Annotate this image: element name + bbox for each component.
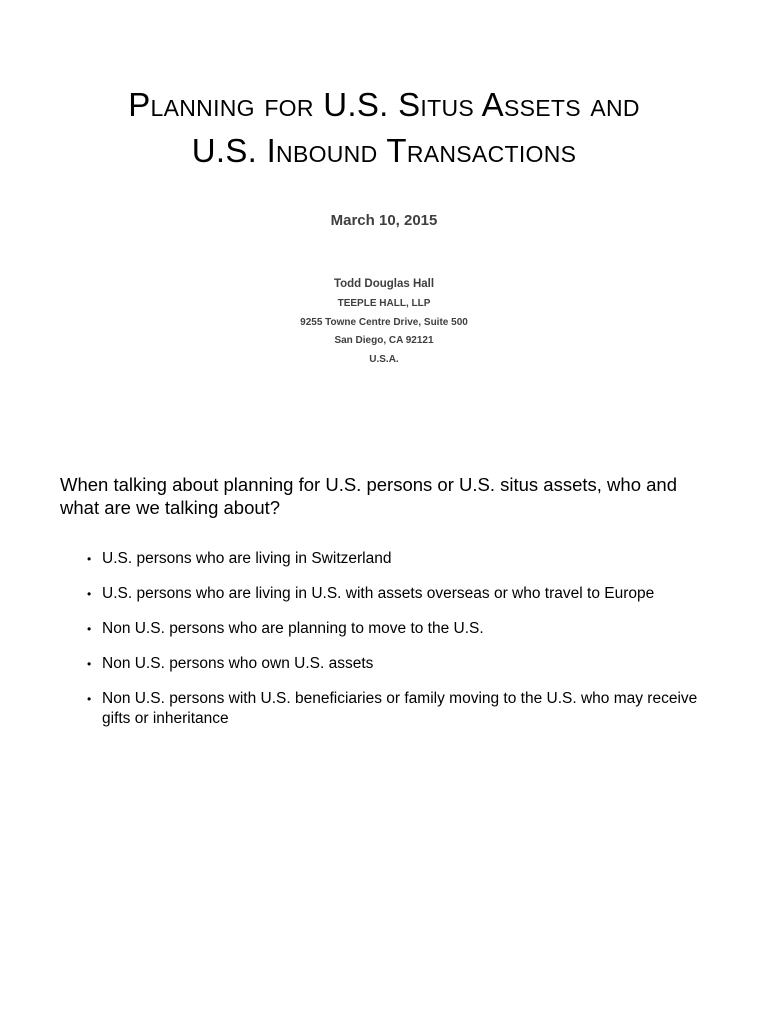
page-title bbox=[40, 82, 728, 174]
author-address-line-2: San Diego, CA 92121 bbox=[334, 335, 434, 346]
title-line-1: Planning for U.S. Situs Assets and bbox=[128, 86, 640, 123]
list-item bbox=[87, 549, 727, 569]
list-item bbox=[87, 654, 727, 674]
list-item bbox=[87, 619, 727, 639]
author-block bbox=[0, 276, 768, 369]
bullet-icon: • bbox=[87, 552, 92, 566]
list-item-text: U.S. persons who are living in U.S. with assets overseas or who travel to Europe bbox=[102, 585, 655, 602]
bullet-icon: • bbox=[87, 587, 92, 601]
section-heading: When talking about planning for U.S. persons or U.S. situs assets, who and what are we talking about? bbox=[60, 474, 677, 518]
title-line-2: U.S. Inbound Transactions bbox=[191, 132, 577, 169]
author-country: U.S.A. bbox=[369, 353, 399, 365]
bullet-list bbox=[87, 549, 727, 744]
author-firm: TEEPLE HALL, LLP bbox=[337, 298, 431, 309]
presentation-date: March 10, 2015 bbox=[330, 212, 438, 229]
bullet-icon: • bbox=[87, 657, 92, 671]
list-item-text: Non U.S. persons with U.S. beneficiaries or family moving to the U.S. who may receive gifts or inheritance bbox=[102, 690, 698, 727]
author-address-line-1: 9255 Towne Centre Drive, Suite 500 bbox=[300, 316, 468, 328]
list-item-text: Non U.S. persons who are planning to move to the U.S. bbox=[102, 620, 484, 637]
list-item-text: U.S. persons who are living in Switzerland bbox=[102, 550, 392, 567]
list-item bbox=[87, 689, 727, 729]
bullet-icon: • bbox=[87, 692, 92, 706]
author-name: Todd Douglas Hall bbox=[333, 278, 435, 290]
list-item-text: Non U.S. persons who own U.S. assets bbox=[102, 655, 374, 672]
bullet-icon: • bbox=[87, 622, 92, 636]
list-item bbox=[87, 584, 727, 604]
